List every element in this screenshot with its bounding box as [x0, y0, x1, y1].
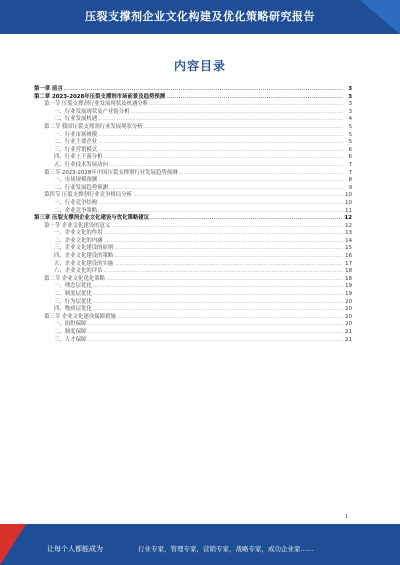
toc-entry[interactable] [34, 154, 352, 162]
toc-entry-title: 三、企业文化建设的原则 [54, 245, 114, 252]
toc-entry-title: 第四节 压裂支撑剂行业竞争格局分析 [44, 192, 132, 199]
toc-entry-title: 第二节 企业文化优化策略 [44, 275, 106, 282]
toc-entry-page: 20 [345, 306, 352, 313]
footer-tagline: 行业专家，管理专家，营销专家，战略专家，成功企业家…… [138, 545, 314, 553]
toc-entry-page: 21 [345, 336, 352, 343]
toc-leader-dots [104, 238, 343, 246]
toc-entry[interactable] [34, 86, 352, 94]
toc-entry-title: 一、理念层优化 [54, 283, 92, 290]
toc-leader-dots [114, 253, 343, 261]
toc-entry-title: 二、行业发展趋势预测 [54, 184, 108, 191]
toc-entry-page: 18 [345, 268, 352, 275]
toc-entry-page: 20 [345, 321, 352, 328]
toc-entry[interactable] [34, 245, 352, 253]
toc-leader-dots [130, 109, 343, 117]
toc-entry-title: 一、组织保障 [54, 321, 87, 328]
toc-leader-dots [166, 94, 343, 102]
toc-leader-dots [179, 170, 343, 178]
toc-entry-title: 一、行业发展现状及产业链分析 [54, 108, 130, 115]
toc-entry[interactable] [34, 124, 352, 132]
toc-entry-page: 5 [348, 131, 352, 138]
toc-entry-title: 二、行业主要企业 [54, 139, 98, 146]
toc-entry-page: 19 [345, 283, 352, 290]
toc-entry-page: 12 [344, 215, 352, 222]
toc-entry-page: 7 [348, 161, 352, 168]
toc-entry[interactable] [34, 230, 352, 238]
toc-entry-title: 第三节 企业文化建设保障措施 [44, 313, 116, 320]
toc-leader-dots [98, 208, 343, 216]
toc-entry-title: 一、行业竞争结构 [54, 199, 98, 206]
toc-entry-page: 11 [345, 207, 352, 214]
toc-entry-page: 13 [345, 230, 352, 237]
toc-leader-dots [149, 101, 343, 109]
toc-entry-title: 第一节 压裂支撑剂行业发展现状及机遇分析 [44, 101, 149, 108]
toc-entry-title: 三、人才保障 [54, 336, 87, 343]
toc-leader-dots [93, 291, 343, 299]
footer-red-accent [0, 524, 26, 565]
toc-entry[interactable] [34, 268, 352, 276]
toc-entry-page: 20 [345, 298, 352, 305]
toc-leader-dots [87, 337, 343, 345]
toc-leader-dots [93, 306, 343, 314]
toc-entry[interactable] [34, 337, 352, 345]
toc-leader-dots [93, 299, 343, 307]
toc-entry[interactable] [34, 192, 352, 200]
toc-entry-page: 3 [348, 101, 352, 108]
toc-entry-page: 15 [345, 245, 352, 252]
toc-entry-page: 3 [348, 93, 352, 100]
table-of-contents [34, 86, 352, 344]
toc-entry-title: 二、企业文化的内涵 [54, 237, 103, 244]
toc-entry-page: 8 [348, 177, 352, 184]
toc-entry[interactable] [34, 177, 352, 185]
toc-leader-dots [98, 177, 343, 185]
toc-leader-dots [114, 261, 343, 269]
toc-leader-dots [133, 192, 343, 200]
toc-leader-dots [93, 283, 343, 291]
toc-entry-title: 五、行业技术发展动向 [54, 161, 108, 168]
toc-entry-title: 二、制度层优化 [54, 291, 92, 298]
toc-entry-page: 6 [348, 146, 352, 153]
toc-entry[interactable] [34, 139, 352, 147]
toc-leader-dots [98, 132, 343, 140]
toc-entry-page: 20 [345, 313, 352, 320]
toc-entry-page: 16 [345, 253, 352, 260]
toc-entry-title: 二、企业竞争策略 [54, 207, 98, 214]
toc-entry-title: 四、企业文化建设的策略 [54, 253, 114, 260]
toc-entry-title: 一、市场规模预测 [54, 177, 98, 184]
toc-entry-title: 第二节 我国压裂支撑剂行业发展现状分析 [44, 123, 143, 130]
toc-entry[interactable] [34, 291, 352, 299]
toc-entry[interactable] [34, 306, 352, 314]
toc-leader-dots [109, 162, 343, 170]
toc-leader-dots [98, 147, 343, 155]
toc-entry-page: 21 [345, 329, 352, 335]
toc-entry-title: 四、物质层优化 [54, 306, 92, 313]
toc-entry-title: 第一章 前言 [34, 86, 63, 92]
toc-leader-dots [114, 245, 343, 253]
toc-entry-page: 12 [345, 222, 352, 229]
header-divider [0, 34, 400, 36]
toc-entry-page: 9 [348, 184, 352, 191]
toc-leader-dots [106, 276, 343, 284]
toc-entry-page: 18 [345, 275, 352, 282]
toc-leader-dots [144, 124, 343, 132]
toc-entry-title: 二、制度保障 [54, 329, 87, 335]
toc-entry-title: 四、行业上下游分析 [54, 154, 103, 161]
toc-leader-dots [109, 185, 343, 193]
toc-entry-title: 六、企业文化的评估 [54, 268, 103, 275]
toc-entry[interactable] [34, 101, 352, 109]
toc-entry-title: 三、行为层优化 [54, 298, 92, 305]
toc-leader-dots [104, 230, 343, 238]
toc-entry-title: 二、行业发展机遇 [54, 116, 98, 123]
toc-leader-dots [87, 321, 343, 329]
toc-entry-page: 10 [345, 199, 352, 206]
toc-leader-dots [98, 139, 343, 147]
toc-entry[interactable] [34, 170, 352, 178]
toc-entry-page: 4 [348, 116, 352, 123]
toc-entry-page: 14 [345, 237, 352, 244]
toc-entry[interactable] [34, 162, 352, 170]
toc-entry[interactable] [34, 253, 352, 261]
page-number: 1 [345, 514, 349, 520]
toc-leader-dots [117, 314, 343, 322]
toc-entry-page: 3 [348, 86, 352, 92]
toc-entry[interactable] [34, 215, 352, 223]
report-title: 压裂支撑剂企业文化构建及优化策略研究报告 [85, 10, 315, 23]
toc-entry-title: 五、企业文化建设的实施 [54, 260, 114, 267]
toc-entry[interactable] [34, 200, 352, 208]
toc-entry[interactable] [34, 208, 352, 216]
toc-entry-page: 5 [348, 123, 352, 130]
toc-leader-dots [98, 116, 343, 124]
toc-leader-dots [104, 154, 343, 162]
toc-leader-dots [104, 268, 343, 276]
toc-entry-page: 10 [345, 192, 352, 199]
toc-entry-page: 5 [348, 139, 352, 146]
toc-entry-title: 第一节 企业文化建设的意义 [44, 222, 111, 229]
toc-entry-title: 第三章 压裂支撑剂企业文化建设与优化策略建议 [34, 215, 150, 222]
toc-entry[interactable] [34, 329, 352, 337]
toc-entry[interactable] [34, 321, 352, 329]
toc-entry-page: 17 [345, 260, 352, 267]
toc-entry-title: 一、行业市场规模 [54, 131, 98, 138]
toc-leader-dots [64, 86, 343, 94]
toc-leader-dots [87, 329, 343, 337]
toc-entry-page: 7 [348, 169, 352, 176]
toc-leader-dots [98, 200, 343, 208]
toc-entry-title: 三、行业营销模式 [54, 146, 98, 153]
toc-entry-title: 一、企业文化的作用 [54, 230, 103, 237]
toc-heading: 内容目录 [173, 59, 226, 73]
toc-entry-title: 第三节 2023-2028年中国压裂支撑剂行业发展趋势预测 [44, 169, 178, 176]
toc-entry-page: 3 [348, 108, 352, 115]
toc-entry-title: 第二章 2023-2028年压裂支撑剂市场前景及趋势预测 [34, 93, 166, 100]
footer-slogan: 让每个人都能成为 [47, 545, 103, 553]
toc-leader-dots [150, 215, 343, 223]
toc-leader-dots [111, 223, 343, 231]
toc-entry[interactable] [34, 116, 352, 124]
toc-entry[interactable] [34, 283, 352, 291]
toc-entry-page: 6 [348, 154, 352, 161]
toc-entry-page: 19 [345, 291, 352, 298]
